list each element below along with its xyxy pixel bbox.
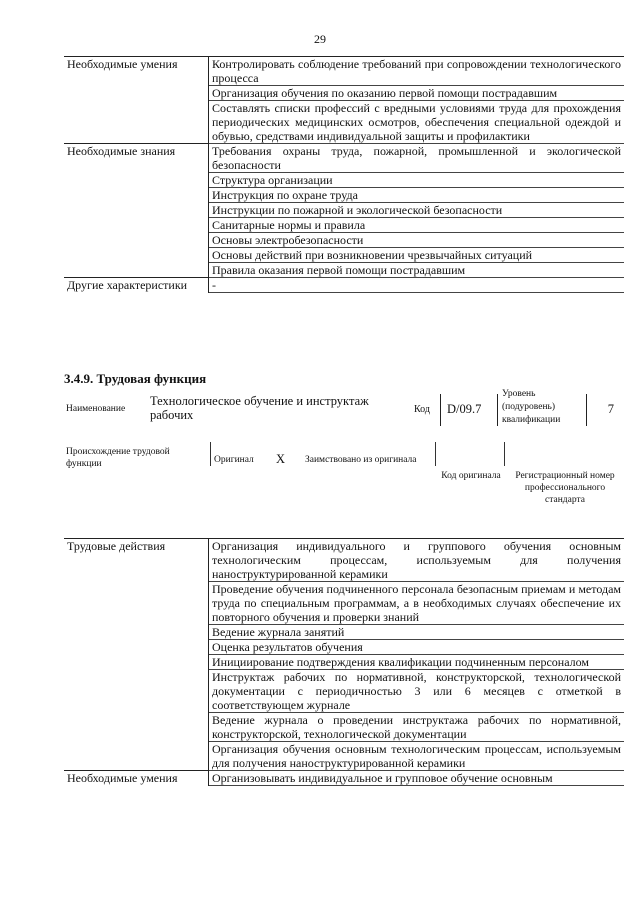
name-value: Технологическое обучение и инструктаж рабочих <box>150 394 369 422</box>
row-text: Санитарные нормы и правила <box>209 218 625 233</box>
row-label: Трудовые действия <box>64 539 209 582</box>
table-row <box>64 173 624 188</box>
table-row <box>64 771 624 786</box>
level-value: 7 <box>586 394 622 426</box>
row-text: Инструкции по пожарной и экологической безопасности <box>209 203 625 218</box>
row-label <box>64 188 209 203</box>
borrowed-label: Заимствовано из оригинала <box>305 455 417 465</box>
row-label <box>64 655 209 670</box>
row-label <box>64 263 209 278</box>
row-text: Ведение журнала о проведении инструктажа рабочих по нормативной, конструкторской, технологической документации <box>209 713 625 742</box>
table-row <box>64 233 624 248</box>
section-title: 3.4.9. Трудовая функция <box>64 371 207 386</box>
labor-actions-table <box>64 538 624 786</box>
row-text: Требования охраны труда, пожарной, промышленной и экологической безопасности <box>209 144 625 173</box>
table-row <box>64 582 624 625</box>
row-text: Правила оказания первой помощи пострадавшим <box>209 263 625 278</box>
row-text: Организовывать индивидуальное и групповое обучение основным <box>209 771 625 786</box>
row-text: Контролировать соблюдение требований при сопровождении технологического процесса <box>209 57 625 86</box>
original-label: Оригинал <box>214 455 254 465</box>
table-row <box>64 101 624 144</box>
original-mark: X <box>276 452 286 466</box>
table-row <box>64 539 624 582</box>
table-row <box>64 263 624 278</box>
row-text: Инструкция по охране труда <box>209 188 625 203</box>
row-label <box>64 86 209 101</box>
reg-number-label: Регистрационный номер профессионального стандарта <box>515 471 615 505</box>
requirements-table <box>64 56 624 293</box>
row-label: Другие характеристики <box>64 278 209 293</box>
row-label <box>64 173 209 188</box>
row-label: Необходимые умения <box>64 771 209 786</box>
row-label <box>64 101 209 144</box>
row-label <box>64 203 209 218</box>
row-label: Необходимые умения <box>64 57 209 86</box>
table-row <box>64 248 624 263</box>
row-label <box>64 233 209 248</box>
row-label <box>64 625 209 640</box>
row-text: Ведение журнала занятий <box>209 625 625 640</box>
row-label <box>64 670 209 713</box>
table-row <box>64 278 624 293</box>
code-original-box <box>437 442 505 466</box>
table-row <box>64 655 624 670</box>
table-row <box>64 57 624 86</box>
row-label: Необходимые знания <box>64 144 209 173</box>
row-text: Основы действий при возникновении чрезвычайных ситуаций <box>209 248 625 263</box>
table-row <box>64 625 624 640</box>
row-label <box>64 713 209 742</box>
code-original-label: Код оригинала <box>441 471 501 481</box>
code-label: Код <box>414 404 430 415</box>
row-text: Структура организации <box>209 173 625 188</box>
row-text: Составлять списки профессий с вредными условиями труда для прохождения периодических медицинских осмотров, обеспечения специальной одеждой и обувью, средствами индивидуальной защиты и профилактики <box>209 101 625 144</box>
table-row <box>64 86 624 101</box>
row-text: Организация обучения основным технологическим процессам, используемым для получения наноструктурированной керамики <box>209 742 625 771</box>
table-row <box>64 188 624 203</box>
code-value: D/09.7 <box>440 394 498 426</box>
row-label <box>64 248 209 263</box>
row-label <box>64 218 209 233</box>
row-text: Проведение обучения подчиненного персонала безопасным приемам и методам труда по специальным программам, а в необходимых случаях обеспечение их повторного обучения и проверки знаний <box>209 582 625 625</box>
row-text: Инструктаж рабочих по нормативной, конструкторской, технологической документации с периодичностью 3 или 6 месяцев с отметкой в соответствующем журнале <box>209 670 625 713</box>
origin-label: Происхождение трудовой функции <box>66 447 170 469</box>
row-text: Организация индивидуального и группового обучения основным технологическим процессам, используемым для получения наноструктурированной керамики <box>209 539 625 582</box>
table-row <box>64 670 624 713</box>
row-text: Основы электробезопасности <box>209 233 625 248</box>
table-row <box>64 203 624 218</box>
table-row <box>64 144 624 173</box>
table-row <box>64 713 624 742</box>
row-text: Организация обучения по оказанию первой помощи пострадавшим <box>209 86 625 101</box>
row-label <box>64 640 209 655</box>
table-row <box>64 640 624 655</box>
row-text: Инициирование подтверждения квалификации подчиненным персоналом <box>209 655 625 670</box>
table-row <box>64 218 624 233</box>
name-label: Наименование <box>66 404 126 414</box>
level-label: Уровень (подуровень) квалификации <box>502 389 561 425</box>
row-text: Оценка результатов обучения <box>209 640 625 655</box>
table-row <box>64 742 624 771</box>
row-label <box>64 742 209 771</box>
page-number: 29 <box>314 32 326 46</box>
row-label <box>64 582 209 625</box>
row-text: - <box>209 278 625 293</box>
